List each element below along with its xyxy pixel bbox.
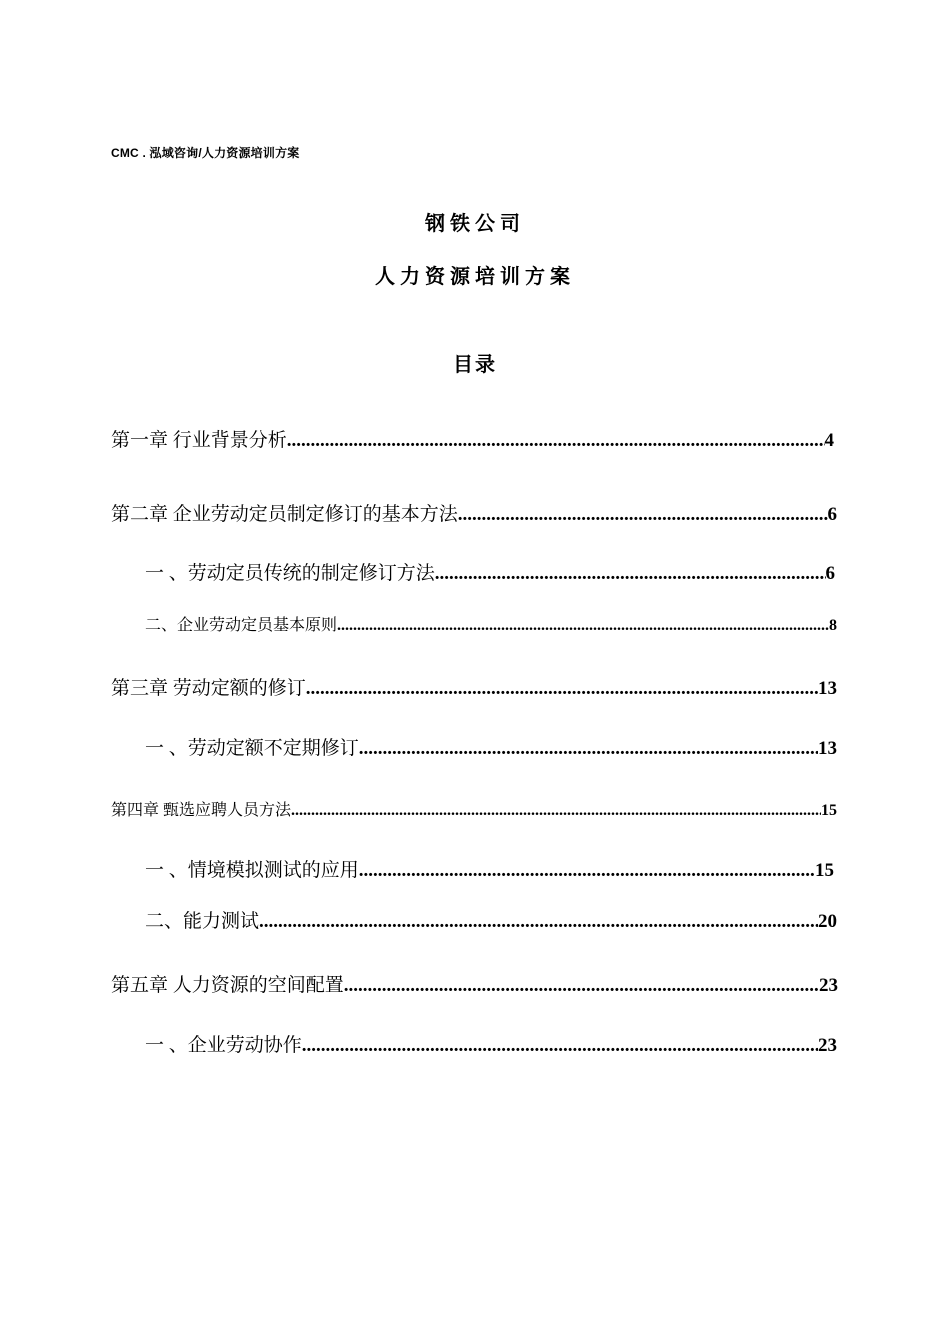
toc-entry-section-5-1[interactable] [145, 1030, 837, 1057]
toc-page-number: 13 [818, 738, 837, 759]
toc-page-number: 4 [824, 430, 834, 451]
document-title-plan: 人力资源培训方案 [375, 264, 575, 288]
toc-entry-chapter-5[interactable] [111, 970, 838, 997]
toc-entry-chapter-4[interactable] [111, 797, 837, 820]
toc-page-number: 6 [825, 563, 835, 584]
toc-heading: 目录 [453, 352, 497, 376]
toc-entry-label: 第四章 甄选应聘人员方法 [111, 802, 292, 819]
toc-page-number: 23 [818, 1035, 837, 1056]
toc-page-number: 13 [818, 678, 837, 699]
toc-dot-leader [287, 430, 825, 452]
toc-entry-section-2-1[interactable] [145, 558, 835, 585]
toc-dot-leader [458, 504, 828, 526]
toc-entry-label: 第五章 人力资源的空间配置 [111, 975, 344, 996]
toc-dot-leader [435, 563, 826, 585]
toc-dot-leader [306, 678, 818, 700]
toc-entry-chapter-1[interactable] [111, 425, 834, 452]
toc-entry-section-3-1[interactable] [145, 733, 837, 760]
toc-dot-leader [344, 975, 819, 997]
toc-entry-label: 二、企业劳动定员基本原则 [145, 617, 338, 634]
toc-entry-label: 一 、劳动定额不定期修订 [145, 738, 359, 759]
toc-dot-leader [359, 860, 815, 882]
toc-dot-leader [359, 738, 818, 760]
toc-dot-leader [337, 617, 829, 635]
toc-dot-leader [302, 1035, 818, 1057]
running-header: CMC . 泓域咨询/人力资源培训方案 [111, 146, 300, 160]
toc-page-number: 20 [818, 911, 837, 932]
document-title-company: 钢铁公司 [425, 211, 525, 235]
toc-dot-leader [259, 911, 818, 933]
toc-entry-chapter-2[interactable] [111, 499, 837, 526]
toc-entry-label: 一 、情境模拟测试的应用 [145, 860, 359, 881]
toc-entry-label: 一 、企业劳动协作 [145, 1035, 302, 1056]
toc-entry-chapter-3[interactable] [111, 673, 837, 700]
toc-entry-label: 第三章 劳动定额的修订 [111, 678, 306, 699]
toc-entry-label: 一 、劳动定员传统的制定修订方法 [145, 563, 435, 584]
toc-page-number: 15 [815, 860, 834, 881]
toc-dot-leader [291, 802, 821, 820]
toc-entry-section-4-2[interactable] [145, 906, 837, 933]
toc-page-number: 23 [819, 975, 838, 996]
toc-entry-section-2-2[interactable] [145, 612, 837, 635]
toc-entry-label: 第二章 企业劳动定员制定修订的基本方法 [111, 504, 458, 525]
toc-page-number: 6 [827, 504, 837, 525]
toc-page-number: 15 [821, 802, 837, 819]
toc-entry-label: 第一章 行业背景分析 [111, 430, 287, 451]
toc-entry-section-4-1[interactable] [145, 855, 834, 882]
toc-entry-label: 二、能力测试 [145, 911, 260, 932]
toc-page-number: 8 [829, 617, 837, 634]
